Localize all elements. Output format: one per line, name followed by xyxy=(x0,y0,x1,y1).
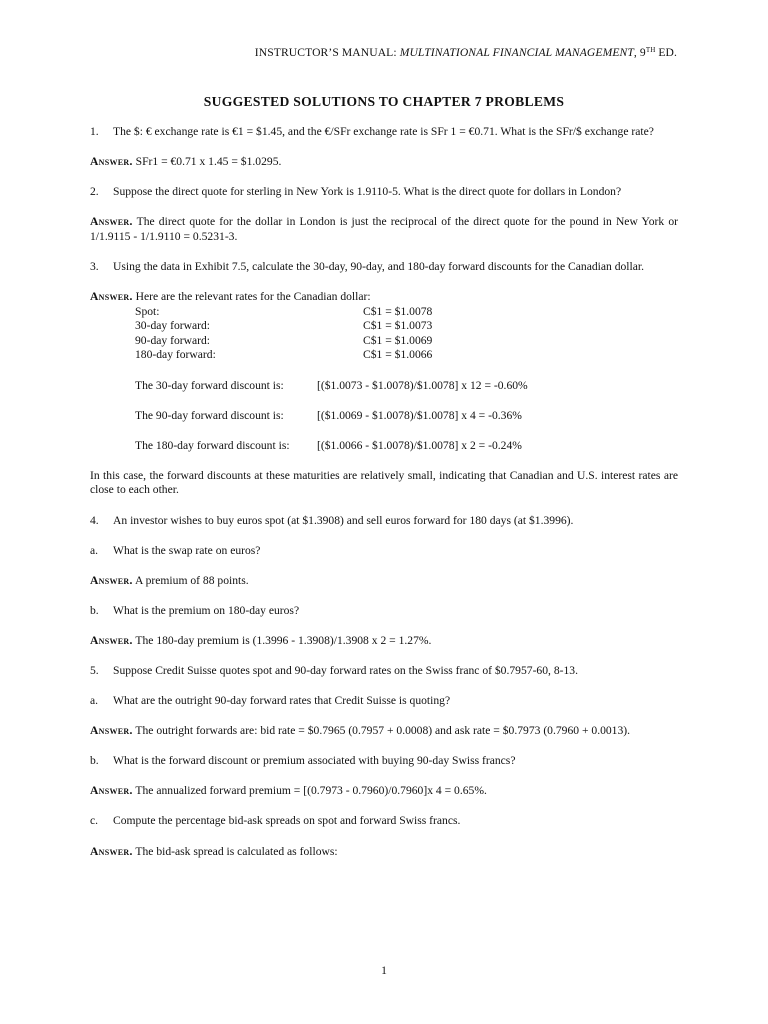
answer-5c xyxy=(90,845,678,860)
subproblem-5b xyxy=(90,754,678,769)
calculation-label: The 30-day forward discount is: xyxy=(135,378,284,392)
problem-number: 1. xyxy=(90,125,99,138)
rate-row xyxy=(135,305,678,320)
answer-4a xyxy=(90,574,678,589)
answer-text: The annualized forward premium = [(0.7973 - 0.7960)/0.7960]x 4 = 0.65%. xyxy=(132,784,487,798)
answer-text: Here are the relevant rates for the Canadian dollar: xyxy=(132,290,371,304)
answer-label: Answer. xyxy=(90,215,133,229)
problem-number: 4. xyxy=(90,513,99,527)
answer-text: The outright forwards are: bid rate = $0.7965 (0.7957 + 0.0008) and ask rate = $0.7973 (0.7960 + 0.0013). xyxy=(132,724,631,738)
answer-4b xyxy=(90,634,678,649)
problem-number: 3. xyxy=(90,259,99,273)
rate-label: 30-day forward: xyxy=(135,319,211,333)
page-number: 1 xyxy=(381,964,387,977)
answer-text: The 180-day premium is (1.3996 - 1.3908)/1.3908 x 2 = 1.27%. xyxy=(132,633,432,647)
header-book-title: MULTINATIONAL FINANCIAL MANAGEMENT xyxy=(399,46,634,59)
answer-label: Answer. xyxy=(90,573,133,587)
conclusion-paragraph: In this case, the forward discounts at these maturities are relatively small, indicating that Canadian and U.S. interest rates are close to each other. xyxy=(90,468,678,497)
rate-row xyxy=(135,348,678,363)
subproblem-letter: b. xyxy=(90,754,99,768)
answer-text: The bid-ask spread is calculated as follows: xyxy=(132,844,338,858)
discount-calculation xyxy=(135,439,678,454)
answer-text: SFr1 = €0.71 x 1.45 = $1.0295. xyxy=(132,155,282,169)
subproblem-letter: c. xyxy=(90,814,99,828)
subproblem-4a xyxy=(90,544,678,559)
answer-5a xyxy=(90,724,678,739)
problem-2 xyxy=(90,185,678,200)
discount-calculation xyxy=(135,409,678,424)
running-header xyxy=(255,46,677,61)
answer-1 xyxy=(90,155,678,170)
rate-label: 180-day forward: xyxy=(135,348,216,362)
rate-value: C$1 = $1.0066 xyxy=(363,348,433,362)
problem-text: The $: € exchange rate is €1 = $1.45, and the €/SFr exchange rate is SFr 1 = €0.71. What is the SFr/$ exchange rate? xyxy=(113,125,654,138)
calculation-formula: [($1.0073 - $1.0078)/$1.0078] x 12 = -0.60% xyxy=(317,378,528,392)
header-separator: , 9 xyxy=(633,46,646,59)
header-suffix: ED. xyxy=(655,46,677,59)
subproblem-text: What are the outright 90-day forward rates that Credit Suisse is quoting? xyxy=(113,694,451,708)
subproblem-text: What is the premium on 180-day euros? xyxy=(113,603,300,617)
rate-label: 90-day forward: xyxy=(135,333,211,347)
problem-text: An investor wishes to buy euros spot (at $1.3908) and sell euros forward for 180 days (at $1.3996). xyxy=(113,513,574,527)
subproblem-text: Compute the percentage bid-ask spreads on spot and forward Swiss francs. xyxy=(113,814,461,828)
problem-text: Suppose the direct quote for sterling in New York is 1.9110-5. What is the direct quote for dollars in London? xyxy=(113,185,622,199)
rates-table xyxy=(135,305,678,363)
answer-5b xyxy=(90,784,678,799)
answer-label: Answer. xyxy=(90,290,133,304)
subproblem-letter: a. xyxy=(90,543,99,557)
subproblem-text: What is the swap rate on euros? xyxy=(113,543,261,557)
problem-5 xyxy=(90,664,678,679)
calculation-formula: [($1.0069 - $1.0078)/$1.0078] x 4 = -0.36% xyxy=(317,408,522,422)
problem-1 xyxy=(90,125,678,140)
subproblem-5c xyxy=(90,814,678,829)
subproblem-5a xyxy=(90,694,678,709)
problem-3 xyxy=(90,260,678,275)
subproblem-4b xyxy=(90,604,678,619)
answer-label: Answer. xyxy=(90,155,133,169)
answer-text: A premium of 88 points. xyxy=(132,573,249,587)
document-body xyxy=(90,125,678,859)
answer-label: Answer. xyxy=(90,844,133,858)
answer-text: The direct quote for the dollar in London is just the reciprocal of the direct quote for the pound in New York or 1/1.9115 - 1/1.9110 = 0.5231-3. xyxy=(90,215,678,243)
problem-text: Using the data in Exhibit 7.5, calculate the 30-day, 90-day, and 180-day forward discounts for the Canadian dollar. xyxy=(113,259,645,273)
problem-number: 5. xyxy=(90,663,99,677)
discount-calculation xyxy=(135,379,678,394)
rate-row xyxy=(135,334,678,349)
subproblem-text: What is the forward discount or premium associated with buying 90-day Swiss francs? xyxy=(113,754,516,768)
rate-row xyxy=(135,319,678,334)
answer-label: Answer. xyxy=(90,633,133,647)
answer-label: Answer. xyxy=(90,724,133,738)
problem-text: Suppose Credit Suisse quotes spot and 90-day forward rates on the Swiss franc of $0.7957-60, 8-13. xyxy=(113,663,578,677)
rate-value: C$1 = $1.0078 xyxy=(363,304,433,318)
answer-2 xyxy=(90,215,678,244)
calculation-formula: [($1.0066 - $1.0078)/$1.0078] x 2 = -0.24% xyxy=(317,438,522,452)
answer-label: Answer. xyxy=(90,784,133,798)
rate-value: C$1 = $1.0069 xyxy=(363,333,433,347)
header-edition-superscript: TH xyxy=(645,46,656,54)
rate-label: Spot: xyxy=(135,304,160,318)
page-title: SUGGESTED SOLUTIONS TO CHAPTER 7 PROBLEMS xyxy=(203,94,565,109)
problem-4 xyxy=(90,514,678,529)
calculation-label: The 90-day forward discount is: xyxy=(135,408,284,422)
problem-number: 2. xyxy=(90,185,99,199)
subproblem-letter: a. xyxy=(90,694,99,708)
header-prefix: INSTRUCTOR’S MANUAL: xyxy=(254,46,400,59)
subproblem-letter: b. xyxy=(90,603,99,617)
rate-value: C$1 = $1.0073 xyxy=(363,319,433,333)
calculation-label: The 180-day forward discount is: xyxy=(135,438,290,452)
answer-3 xyxy=(90,290,678,305)
